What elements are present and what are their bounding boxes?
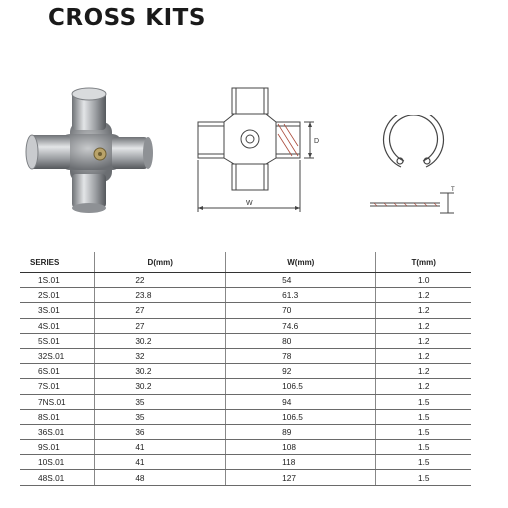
cell-t: 1.5 [376, 424, 471, 439]
spec-table [20, 252, 471, 486]
cell-series: 4S.01 [20, 318, 95, 333]
cell-d: 35 [95, 394, 226, 409]
cell-d: 23.8 [95, 288, 226, 303]
cell-series: 7S.01 [20, 379, 95, 394]
cell-d: 27 [95, 303, 226, 318]
cell-t: 1.2 [376, 333, 471, 348]
cell-d: 48 [95, 470, 226, 485]
table-row [20, 348, 471, 363]
cell-series: 3S.01 [20, 303, 95, 318]
cross-kit-drawing [192, 80, 337, 220]
cell-t: 1.0 [376, 273, 471, 288]
cell-t: 1.5 [376, 455, 471, 470]
cell-d: 35 [95, 409, 226, 424]
cell-t: 1.2 [376, 318, 471, 333]
cell-w: 118 [226, 455, 376, 470]
cell-d: 27 [95, 318, 226, 333]
cell-w: 74.6 [226, 318, 376, 333]
cell-d: 41 [95, 455, 226, 470]
table-row [20, 303, 471, 318]
cell-w: 54 [226, 273, 376, 288]
page-title: CROSS KITS [48, 5, 206, 31]
header-d: D(mm) [95, 252, 226, 273]
cell-series: 6S.01 [20, 364, 95, 379]
cross-kit-photo [22, 82, 162, 222]
cell-t: 1.2 [376, 348, 471, 363]
cell-series: 7NS.01 [20, 394, 95, 409]
cell-t: 1.5 [376, 470, 471, 485]
cell-w: 94 [226, 394, 376, 409]
cell-series: 48S.01 [20, 470, 95, 485]
cell-t: 1.2 [376, 288, 471, 303]
dimension-w-label: W [246, 200, 253, 207]
cell-series: 9S.01 [20, 440, 95, 455]
cell-w: 106.5 [226, 379, 376, 394]
cell-d: 36 [95, 424, 226, 439]
cell-d: 22 [95, 273, 226, 288]
cell-d: 32 [95, 348, 226, 363]
cell-t: 1.2 [376, 303, 471, 318]
table-row [20, 364, 471, 379]
cell-w: 61.3 [226, 288, 376, 303]
cell-t: 1.5 [376, 440, 471, 455]
table-row [20, 424, 471, 439]
table-row [20, 409, 471, 424]
dimension-t-label: T [451, 187, 455, 193]
cell-w: 80 [226, 333, 376, 348]
header-w: W(mm) [226, 252, 376, 273]
table-row [20, 288, 471, 303]
cell-d: 41 [95, 440, 226, 455]
cell-series: 1S.01 [20, 273, 95, 288]
cell-d: 30.2 [95, 364, 226, 379]
table-row [20, 318, 471, 333]
cell-w: 127 [226, 470, 376, 485]
cell-t: 1.5 [376, 409, 471, 424]
cell-series: 36S.01 [20, 424, 95, 439]
table-row [20, 333, 471, 348]
cell-w: 70 [226, 303, 376, 318]
cell-series: 2S.01 [20, 288, 95, 303]
cell-w: 92 [226, 364, 376, 379]
cell-t: 1.2 [376, 379, 471, 394]
table-row [20, 379, 471, 394]
table-row [20, 273, 471, 288]
circlip-drawing [368, 115, 463, 230]
cell-series: 5S.01 [20, 333, 95, 348]
table-row [20, 440, 471, 455]
cell-series: 8S.01 [20, 409, 95, 424]
table-header-row [20, 252, 471, 273]
dimension-d-label: D [314, 138, 320, 145]
cell-d: 30.2 [95, 333, 226, 348]
table-row [20, 470, 471, 485]
table-row [20, 394, 471, 409]
cell-series: 10S.01 [20, 455, 95, 470]
cell-w: 89 [226, 424, 376, 439]
cell-t: 1.2 [376, 364, 471, 379]
header-t: T(mm) [376, 252, 471, 273]
cell-t: 1.5 [376, 394, 471, 409]
cell-w: 108 [226, 440, 376, 455]
cell-w: 78 [226, 348, 376, 363]
table-row [20, 455, 471, 470]
cell-d: 30.2 [95, 379, 226, 394]
cell-w: 106.5 [226, 409, 376, 424]
cell-series: 32S.01 [20, 348, 95, 363]
header-series: SERIES [20, 252, 95, 273]
